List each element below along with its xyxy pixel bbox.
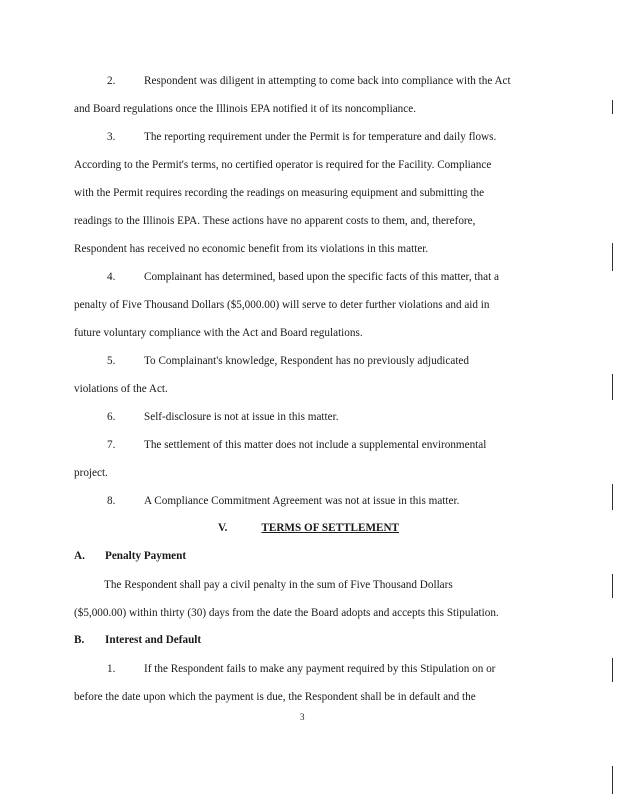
subsection-title: Interest and Default (105, 634, 202, 646)
paragraph-text: Complainant has determined, based upon the specific facts of this matter, that a (144, 271, 499, 283)
section-title: TERMS OF SETTLEMENT (261, 522, 400, 534)
paragraph-text: Respondent was diligent in attempting to come back into compliance with the Act (144, 75, 511, 87)
subsection-title: Penalty Payment (105, 550, 187, 562)
paragraph-text: Self-disclosure is not at issue in this matter. (144, 411, 339, 423)
margin-mark (612, 658, 613, 682)
section-number: V. (217, 522, 228, 534)
paragraph-3-line-5: Respondent has received no economic benefit from its violations in this matter. (74, 243, 429, 255)
paragraph-3-line-2: According to the Permit's terms, no certified operator is required for the Facility. Compliance (74, 159, 492, 171)
paragraph-3-line-4: readings to the Illinois EPA. These actions have no apparent costs to them, and, therefore, (74, 215, 476, 227)
paragraph-text: The settlement of this matter does not include a supplemental environmental (144, 439, 487, 451)
paragraph-4-line-3: future voluntary compliance with the Act and Board regulations. (74, 327, 363, 339)
paragraph-text: A Compliance Commitment Agreement was not at issue in this matter. (144, 495, 460, 507)
page-number: 3 (300, 712, 305, 722)
margin-mark (612, 243, 613, 271)
paragraph-text: The reporting requirement under the Permit is for temperature and daily flows. (144, 131, 497, 143)
paragraph-number: 7. (107, 439, 116, 451)
margin-mark (612, 574, 613, 598)
margin-mark (612, 100, 613, 114)
paragraph-7-line-2: project. (74, 467, 108, 479)
paragraph-text: To Complainant's knowledge, Respondent has no previously adjudicated (144, 355, 469, 367)
paragraph-2-line-2: and Board regulations once the Illinois EPA notified it of its noncompliance. (74, 103, 416, 115)
subsection-letter: A. (74, 550, 85, 562)
paragraph-number: 6. (107, 411, 116, 423)
section-heading (0, 522, 617, 534)
subsection-a-line-2: ($5,000.00) within thirty (30) days from the date the Board adopts and accepts this Stipulation. (74, 607, 499, 619)
paragraph-number: 4. (107, 271, 116, 283)
paragraph-5-line-2: violations of the Act. (74, 383, 168, 395)
margin-mark (612, 484, 613, 510)
paragraph-number: 1. (107, 663, 116, 675)
paragraph-text: If the Respondent fails to make any payment required by this Stipulation on or (144, 663, 496, 675)
margin-mark (612, 374, 613, 400)
subsection-letter: B. (74, 634, 85, 646)
paragraph-number: 8. (107, 495, 116, 507)
paragraph-4-line-2: penalty of Five Thousand Dollars ($5,000.00) will serve to deter further violations and aid in (74, 299, 490, 311)
paragraph-number: 5. (107, 355, 116, 367)
margin-mark (612, 766, 613, 794)
paragraph-number: 3. (107, 131, 116, 143)
subsection-b-heading (74, 634, 201, 646)
subsection-b-paragraph-1-line-2: before the date upon which the payment is due, the Respondent shall be in default and the (74, 691, 476, 703)
paragraph-3-line-3: with the Permit requires recording the readings on measuring equipment and submitting the (74, 187, 485, 199)
document-page: 2. Respondent was diligent in attempting to come back into compliance with the Act and Board regulations once the Illinois EPA notified it of its noncompliance. 3. The reporting requirement under the Permit is for temperature and daily flows. According to the Permit's terms, no certified operator is required for the Facility. Compliance with the Permit requires recording the readings on measuring equipment and submitting the readings to the Illinois EPA. These actions have no apparent costs to them, and, therefore, Respondent has received no economic benefit from its violations in this matter. 4. Complainant has determined, based upon the specific facts of this matter, that a penalty of Five Thousand Dollars ($5,000.00) will serve to deter further violations and aid in future voluntary compliance with the Act and Board regulations. 5. To Complainant's knowledge, Respondent has no previously adjudicated violations of the Act. 6. Self-disclosure is not at issue in this matter. 7. The settlement of this matter does not include a supplemental environmental project. 8. A Compliance Commitment Agreement was not at issue in this matter. V. TERMS OF SETTLEMENT A. Penalty Payment The Respondent shall pay a civil penalty in the sum of Five Thousand Dollars ($5,000.00) within thirty (30) days from the date the Board adopts and accepts this Stipulation. B. Interest and Default 1. If the Respondent fails to make any payment required by this Stipulation on or before the date upon which the payment is due, the Respondent shall be in default and the 3 (0, 0, 617, 800)
paragraph-number: 2. (107, 75, 116, 87)
subsection-a-heading (74, 550, 186, 562)
